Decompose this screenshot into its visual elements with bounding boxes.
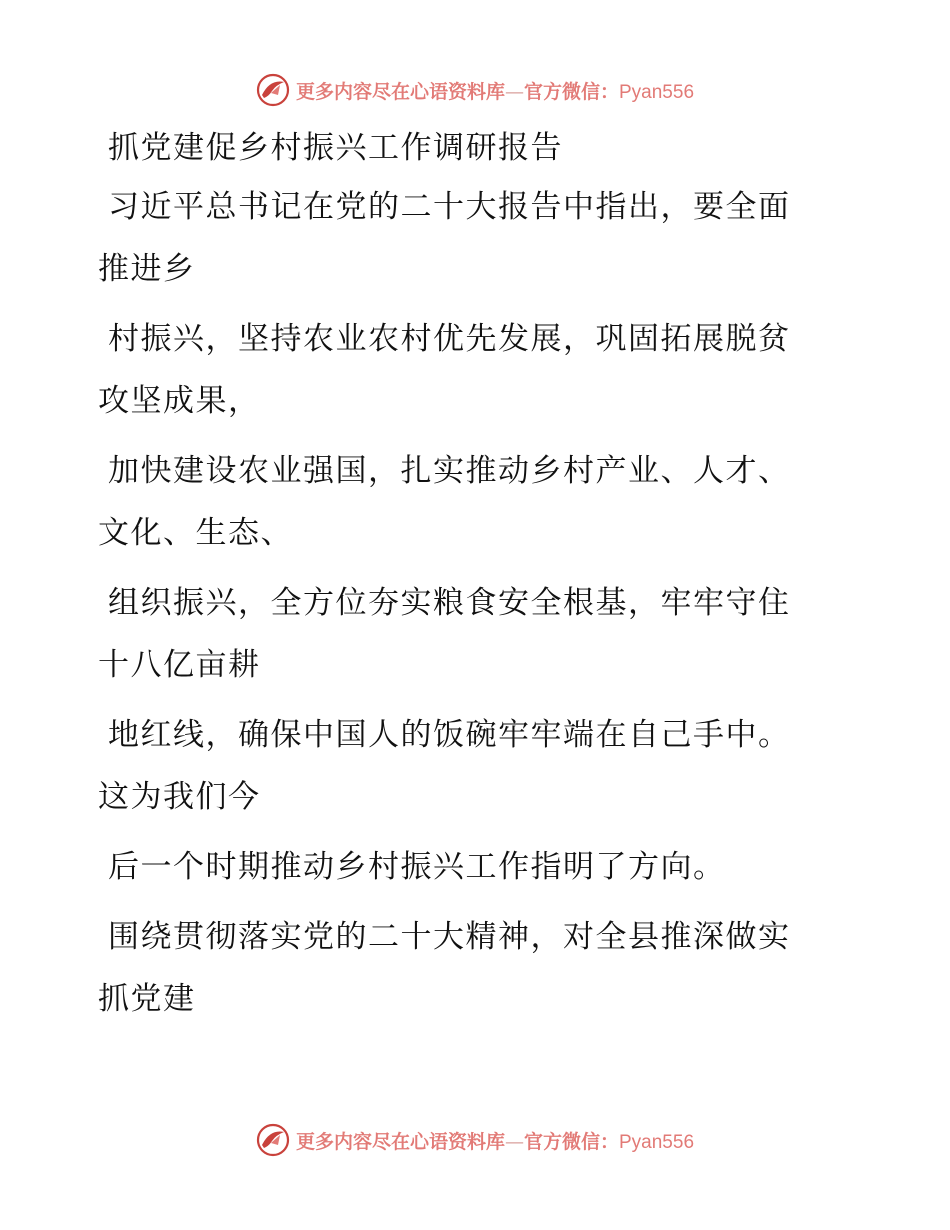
paragraph-line: 推进乡	[98, 251, 196, 287]
paragraph-4	[98, 572, 858, 704]
footer-watermark-separator: —	[504, 1130, 524, 1153]
paragraph-2	[98, 308, 858, 440]
footer-watermark-banner	[0, 1120, 950, 1160]
header-watermark-handle: Pyan556	[619, 81, 695, 103]
paragraph-5	[98, 704, 858, 836]
header-watermark-banner	[0, 70, 950, 110]
paragraph-1	[98, 176, 858, 308]
paragraph-line: 组织振兴，全方位夯实粮食安全根基，牢牢守住	[108, 585, 791, 621]
paragraph-line: 地红线，确保中国人的饭碗牢牢端在自己手中。	[108, 717, 791, 753]
pen-nib-logo-icon	[256, 73, 290, 107]
paragraph-line: 十八亿亩耕	[98, 647, 261, 683]
footer-watermark-slogan: 更多内容尽在心语资料库	[295, 1130, 505, 1153]
paragraph-line: 村振兴，坚持农业农村优先发展，巩固拓展脱贫	[108, 321, 791, 357]
paragraph-line: 围绕贯彻落实党的二十大精神，对全县推深做实	[108, 919, 791, 955]
paragraph-3	[98, 440, 858, 572]
document-title: 抓党建促乡村振兴工作调研报告	[108, 130, 563, 166]
footer-watermark-label: 官方微信：	[523, 1130, 619, 1153]
paragraph-line: 后一个时期推动乡村振兴工作指明了方向。	[108, 849, 726, 885]
document-body	[98, 120, 858, 1038]
footer-watermark-text	[296, 1127, 694, 1154]
footer-watermark-content	[256, 1123, 694, 1157]
paragraph-line: 攻坚成果，	[98, 383, 261, 419]
pen-nib-logo-icon	[256, 1123, 290, 1157]
header-watermark-label: 官方微信：	[523, 80, 619, 103]
paragraph-line: 加快建设农业强国，扎实推动乡村产业、人才、	[108, 453, 791, 489]
header-watermark-slogan: 更多内容尽在心语资料库	[295, 80, 505, 103]
footer-watermark-handle: Pyan556	[619, 1131, 695, 1153]
header-watermark-separator: —	[504, 80, 524, 103]
paragraph-line: 抓党建	[98, 981, 196, 1017]
header-watermark-text	[296, 77, 694, 104]
header-watermark-content	[256, 73, 694, 107]
paragraph-line: 习近平总书记在党的二十大报告中指出，要全面	[108, 189, 791, 225]
paragraph-line: 这为我们今	[98, 779, 261, 815]
paragraph-line: 文化、生态、	[98, 515, 293, 551]
paragraph-7	[98, 906, 858, 1038]
paragraph-6	[98, 836, 858, 906]
